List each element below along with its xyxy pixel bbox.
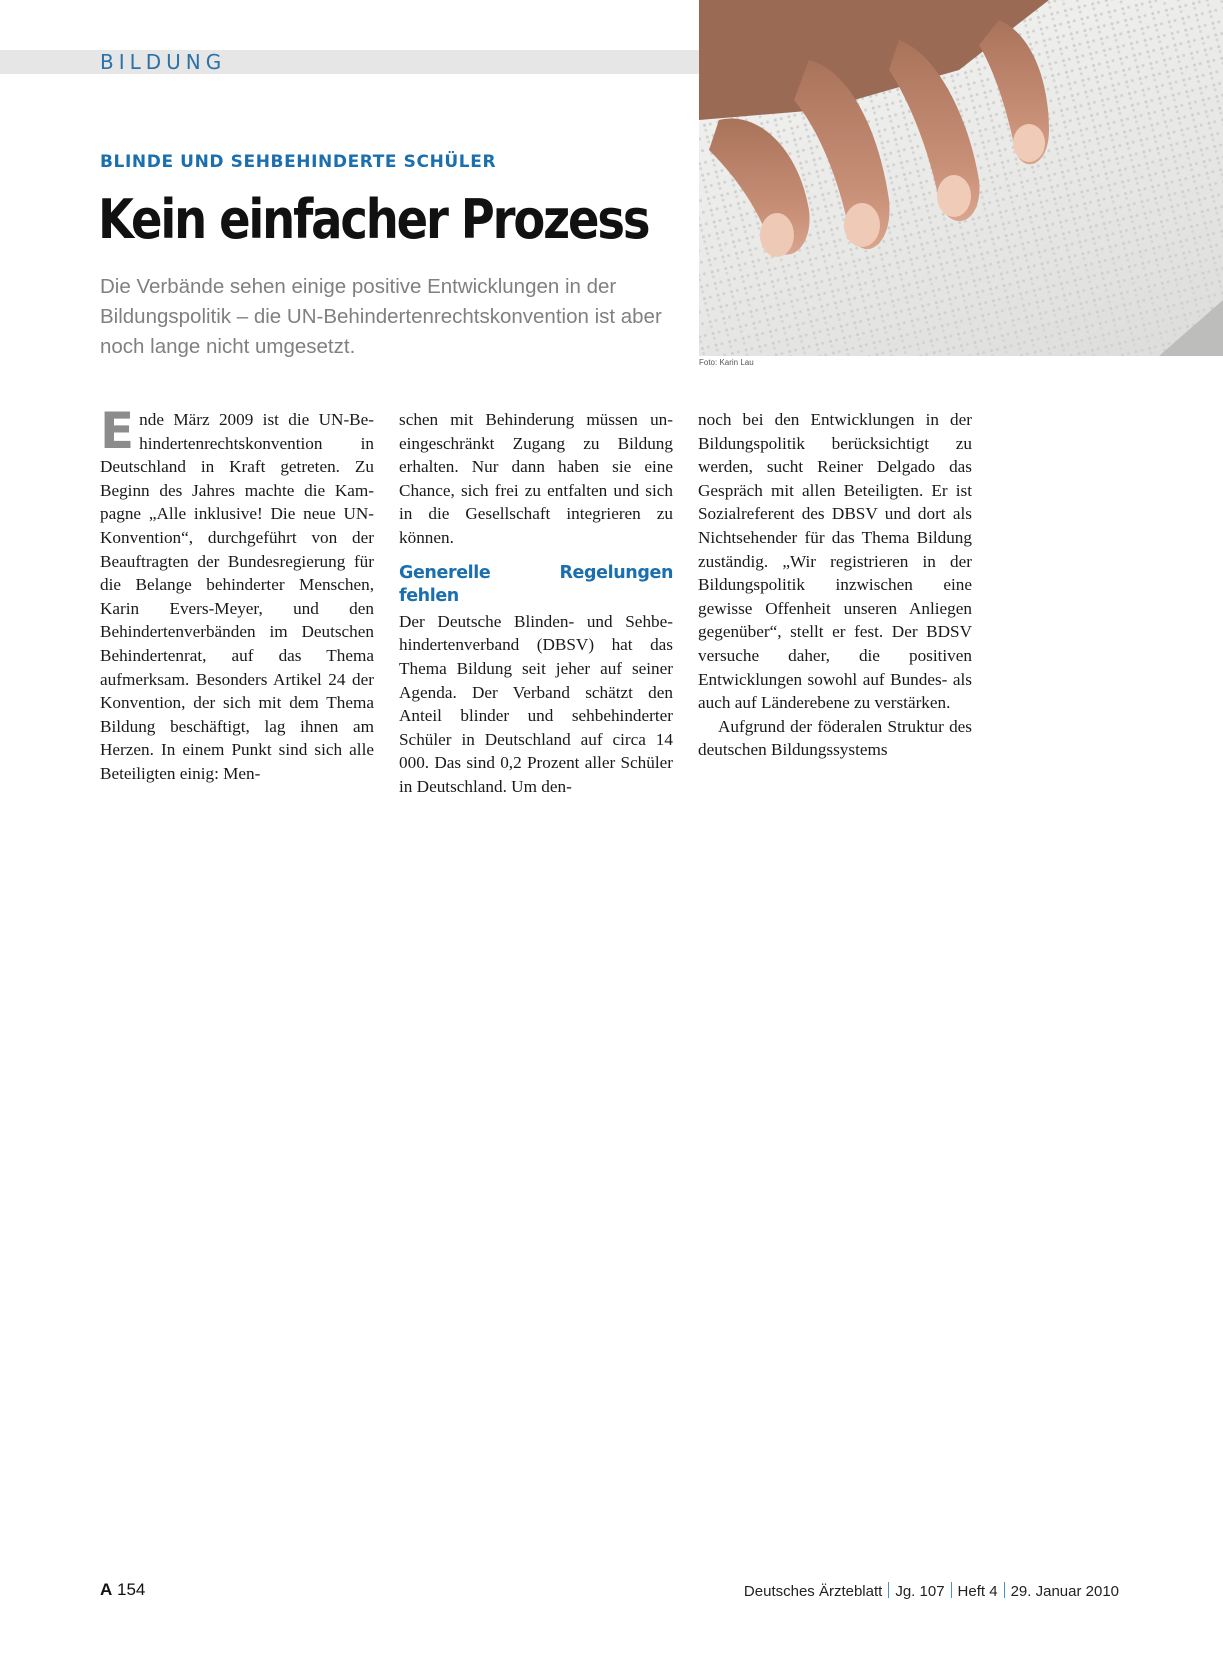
divider xyxy=(1004,1582,1005,1598)
volume: Jg. 107 xyxy=(895,1583,945,1600)
body-paragraph: nde März 2009 ist die UN-Behindertenrechtskonvention in Deutschland in Kraft getreten. Zu Beginn des Jahres machte die Kampagne „Alle inklusive! Die neue UN-Konvention“, durchgeführt von der Beauftragten der Bundesregierung für die Belange behinderter Menschen, Karin Evers-Meyer, und den Behindertenverbänden im Deutschen Behindertenrat, auf das Thema aufmerksam. Besonders Artikel 24 der Konvention, der sich mit dem Thema Bildung beschäftigt, lag ihnen am Herzen. In einem Punkt sind sich alle Beteiligten einig: Men- xyxy=(100,410,374,783)
page-number xyxy=(100,1580,145,1600)
body-paragraph: schen mit Behinderung müssen uneingeschränkt Zugang zu Bildung erhalten. Nur dann haben sie eine Chance, sich frei zu entfalten und sich in die Gesellschaft integrieren zu können. xyxy=(399,410,673,547)
article-kicker: BLINDE UND SEHBEHINDERTE SCHÜLER xyxy=(100,152,497,172)
body-column-2 xyxy=(399,408,673,799)
photo-credit: Foto: Karin Lau xyxy=(699,358,754,367)
body-paragraph: Der Deutsche Blinden- und Sehbehindertenverband (DBSV) hat das Thema Bildung seit jeher auf seiner Agenda. Der Verband schätzt den Anteil blinder und sehbehinderter Schüler in Deutschland auf circa 14 000. Das sind 0,2 Prozent aller Schüler in Deutschland. Um den- xyxy=(399,611,673,796)
article-title: Kein einfacher Prozess xyxy=(98,188,649,251)
divider xyxy=(888,1582,889,1598)
subheading: Generelle Regelungen fehlen xyxy=(399,562,673,607)
page-number-value: 154 xyxy=(117,1580,146,1599)
body-column-3 xyxy=(698,408,972,762)
body-column-1 xyxy=(100,402,374,786)
journal-name: Deutsches Ärzteblatt xyxy=(743,1583,883,1600)
drop-cap: E xyxy=(100,402,135,460)
body-paragraph: Aufgrund der föderalen Struktur des deutschen Bildungssystems xyxy=(698,716,972,760)
article-lead: Die Verbände sehen einige positive Entwicklungen in der Bildungspolitik – die UN-Behindertenrechtskonvention ist aber noch lange nicht umgesetzt. xyxy=(100,275,662,358)
article-photo xyxy=(699,0,1223,356)
braille-hand-illustration xyxy=(699,0,1223,356)
divider xyxy=(951,1582,952,1598)
page-prefix: A xyxy=(100,1580,113,1599)
publication-info xyxy=(744,1582,1119,1600)
section-label: BILDUNG xyxy=(100,50,227,74)
issue-date: 29. Januar 2010 xyxy=(1010,1583,1119,1600)
issue: Heft 4 xyxy=(957,1583,998,1600)
body-paragraph: noch bei den Entwicklungen in der Bildungspolitik berücksichtigt zu werden, sucht Reiner Delgado das Gespräch mit allen Beteiligten. Er ist Sozialreferent des DBSV und dort als Nichtsehender für das Thema Bildung zuständig. „Wir registrieren in der Bildungspolitik inzwischen eine gewisse Offenheit unseren Anliegen gegenüber“, stellt er fest. Der BDSV versuche daher, die positiven Entwicklungen sowohl auf Bundes- als auch auf Länderebene zu verstärken. xyxy=(698,410,972,713)
